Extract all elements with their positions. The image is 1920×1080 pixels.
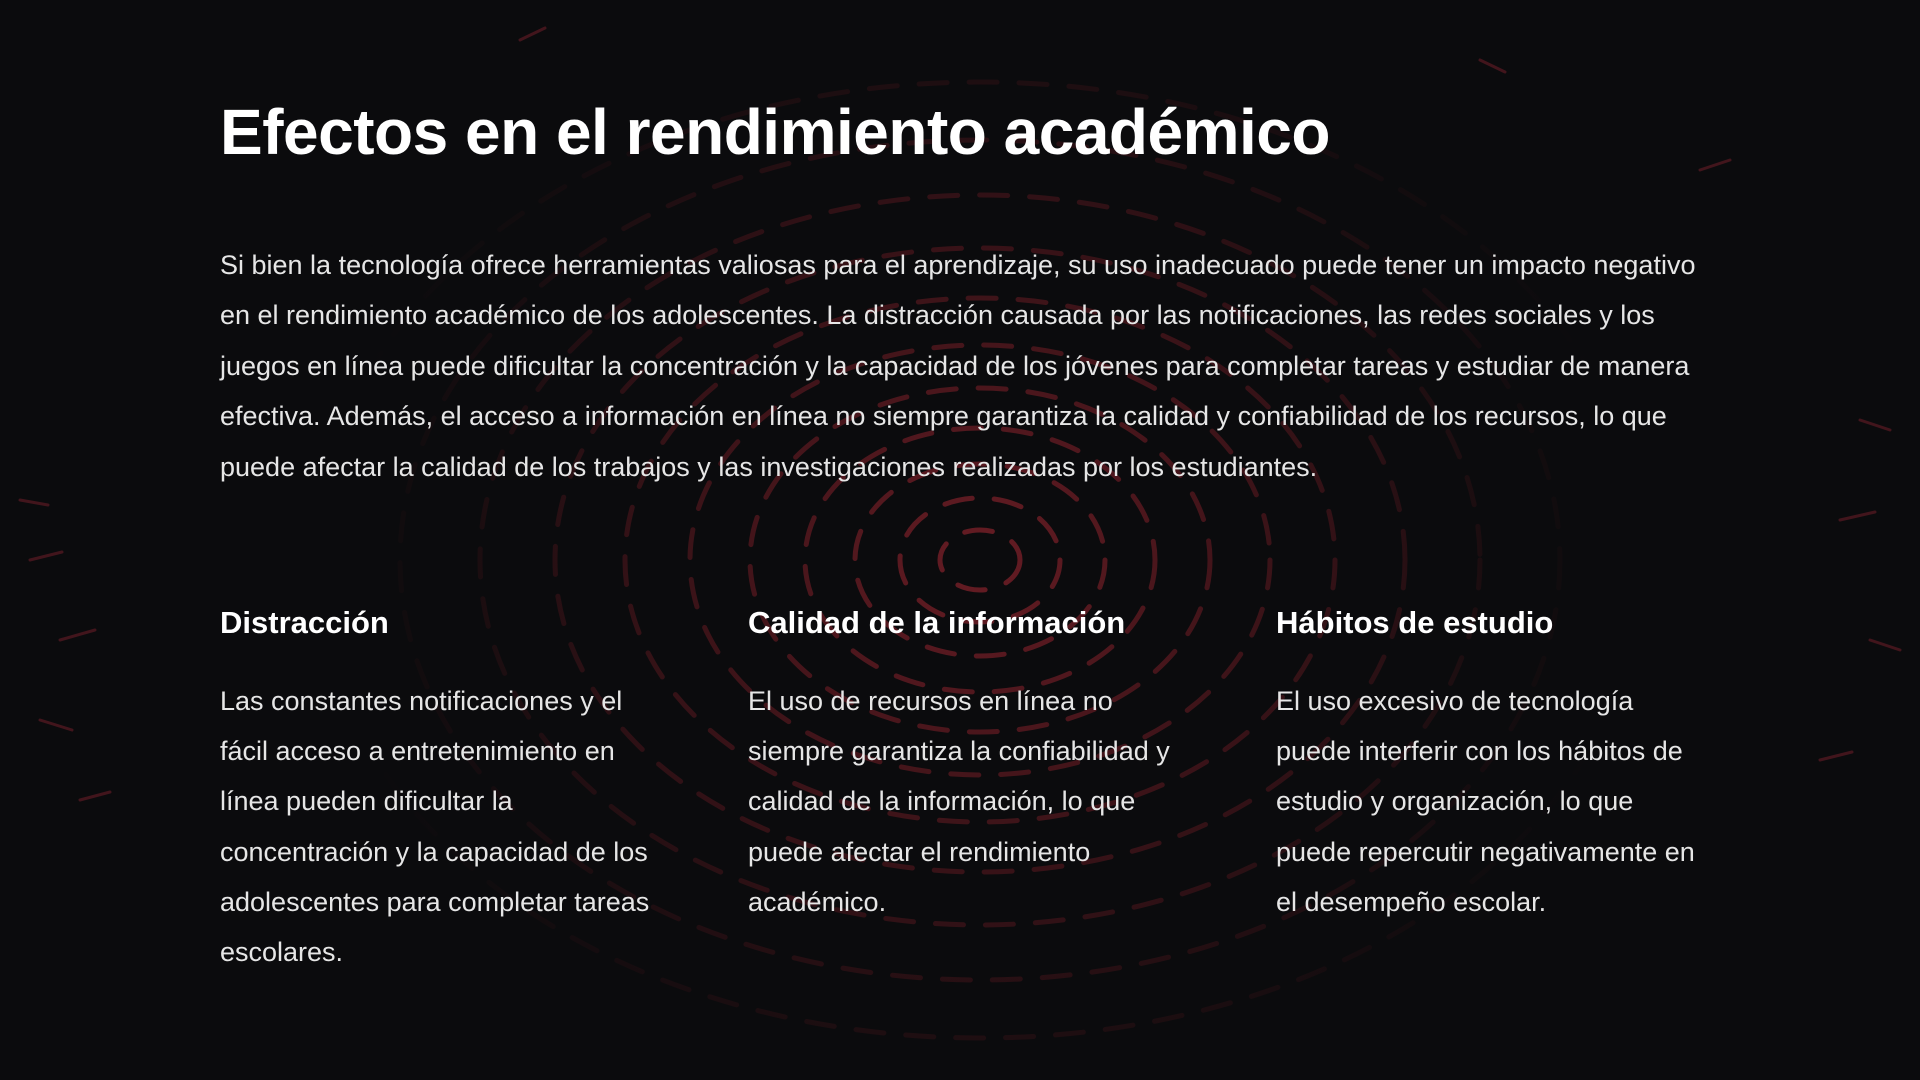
- column-text: Las constantes notificaciones y el fácil acceso a entretenimiento en línea pueden dificultar la concentración y la capacidad de los adolescentes para completar tareas escolares.: [220, 686, 650, 968]
- column-study-habits: [1276, 598, 1716, 927]
- column-heading: Distracción: [220, 605, 389, 640]
- intro-paragraph: Si bien la tecnología ofrece herramientas valiosas para el aprendizaje, su uso inadecuado puede tener un impacto negativo en el rendimiento académico de los adolescentes. La distracción causada por las notificaciones, las redes sociales y los juegos en línea puede dificultar la concentración y la capacidad de los jóvenes para completar tareas y estudiar de manera efectiva. Además, el acceso a información en línea no siempre garantiza la calidad y confiabilidad de los recursos, lo que puede afectar la calidad de los trabajos y las investigaciones realizadas por los estudiantes.: [220, 250, 1696, 482]
- column-information-quality: [748, 598, 1188, 927]
- column-distraction: [220, 598, 660, 977]
- slide-title: Efectos en el rendimiento académico: [220, 96, 1330, 168]
- column-heading: Hábitos de estudio: [1276, 605, 1554, 640]
- column-text: El uso de recursos en línea no siempre garantiza la confiabilidad y calidad de la información, lo que puede afectar el rendimiento académico.: [748, 686, 1170, 917]
- column-text: El uso excesivo de tecnología puede interferir con los hábitos de estudio y organización, lo que puede repercutir negativamente en el desempeño escolar.: [1276, 686, 1695, 917]
- column-heading: Calidad de la información: [748, 605, 1126, 640]
